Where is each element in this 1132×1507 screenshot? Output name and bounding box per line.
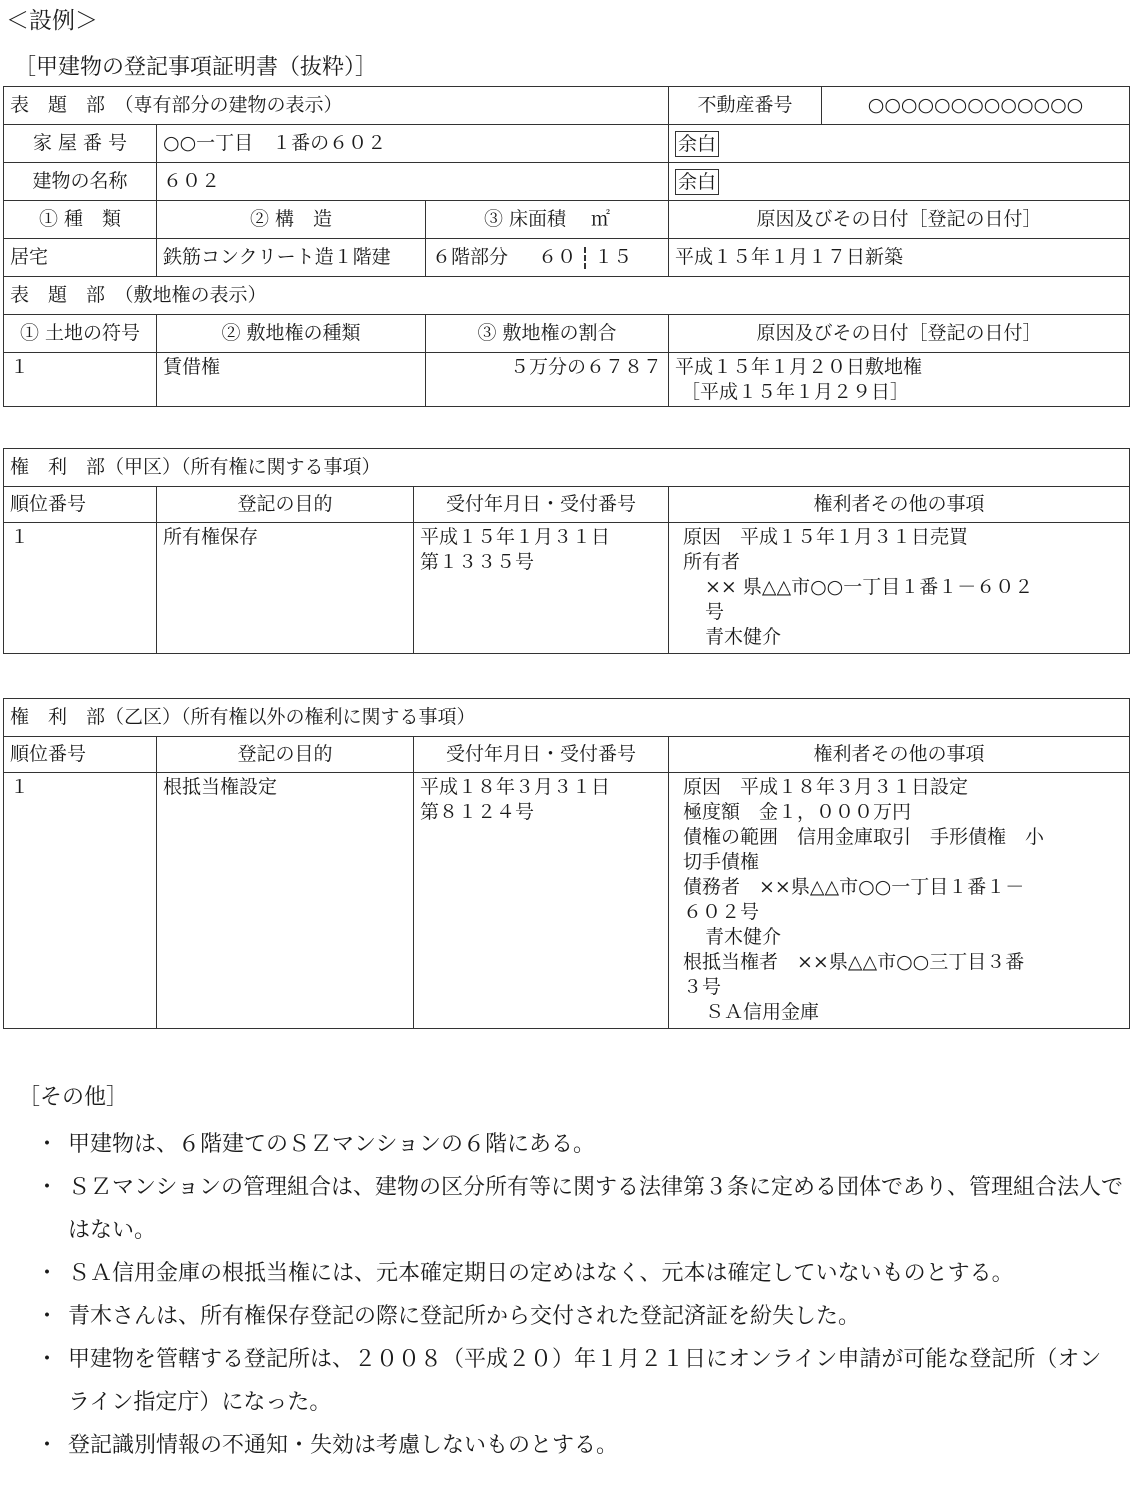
otsu-line: 債権の範囲 信用金庫取引 手形債権 小 [683,826,1045,848]
otsu-table [3,698,1130,1029]
otsu-uketsuke-number: 第８１２４号 [420,801,535,823]
decimal-divider [584,247,586,269]
col-header-genin: 原因及びその日付［登記の日付］ [669,201,1130,239]
fudosan-number-label: 不動産番号 [669,87,822,125]
kaoku-number-label: 家 屋 番 号 [4,125,157,163]
note-item [18,1295,1123,1338]
note-text: 甲建物は、６階建てのＳＺマンションの６階にある。 [68,1132,596,1157]
shikichi-genin-value [669,353,1130,407]
note-item [18,1252,1123,1295]
shikichi-section-label: 表 題 部 （敷地権の表示） [4,277,1130,315]
col-header-uketsuke: 受付年月日・受付番号 [414,487,669,523]
col-header-shikichi-genin: 原因及びその日付［登記の日付］ [669,315,1130,353]
bullet-icon: ・ [36,1304,59,1329]
yohaku-stamp: 余白 [675,131,719,157]
kou-line: 所有者 [683,551,741,573]
note-text: ＳＺマンションの管理組合は、建物の区分所有等に関する法律第３条に定める団体であり、管理組合法人ではない。 [68,1175,1124,1243]
otsu-section-label: 権 利 部（乙区）（所有権以外の権利に関する事項） [4,699,1130,737]
notes-title: ［その他］ [18,1085,129,1110]
genin-value: 平成１５年１月１７日新築 [669,239,1130,277]
otsu-line: ３号 [683,976,722,998]
wariai-value: ５万分の６７８７ [426,353,669,407]
col-header-kenrisha: 権利者その他の事項 [669,487,1130,523]
kou-line: 原因 平成１５年１月３１日売買 [683,526,969,548]
kou-line: 青木健介 [705,626,782,648]
building-name-value: ６０２ [157,163,669,201]
col-header-mokuteki: 登記の目的 [157,487,414,523]
shurui-value: 居宅 [4,239,157,277]
note-item [18,1424,1123,1467]
kaoku-number-value: ○○一丁目 １番の６０２ [157,125,669,163]
hyodai-section-label: 表 題 部 （専有部分の建物の表示） [4,87,669,125]
otsu-line: 切手債権 [683,851,760,873]
otsu-uketsuke-value [414,773,669,1029]
otsu-line: ＳＡ信用金庫 [705,1001,820,1023]
menseki-floor-label: ６階部分 [432,246,509,268]
building-name-label: 建物の名称 [4,163,157,201]
otsu-kenrisha-value [669,773,1130,1029]
kozo-value: 鉄筋コンクリート造１階建 [157,239,426,277]
kou-uketsuke-value [414,523,669,654]
fugo-value: １ [4,353,157,407]
col-header-mokuteki: 登記の目的 [157,737,414,773]
kou-kenrisha-value [669,523,1130,654]
kou-jun-value: １ [4,523,157,654]
note-text: ＳＡ信用金庫の根抵当権には、元本確定期日の定めはなく、元本は確定していないものとする。 [68,1261,1014,1286]
col-header-jun: 順位番号 [4,487,157,523]
bullet-icon: ・ [36,1433,59,1458]
kou-line: 号 [705,601,725,623]
kou-uketsuke-date: 平成１５年１月３１日 [420,526,611,548]
bullet-icon: ・ [36,1347,59,1372]
yohaku-cell-1 [669,125,1130,163]
col-header-wariai: ③ 敷地権の割合 [426,315,669,353]
bullet-icon: ・ [36,1175,59,1200]
col-header-shikichi-shurui: ② 敷地権の種類 [157,315,426,353]
shikichi-genin-date: ［平成１５年１月２９日］ [681,381,910,403]
col-header-kenrisha: 権利者その他の事項 [669,737,1130,773]
note-item [18,1338,1123,1424]
kou-table [3,448,1130,654]
note-item [18,1123,1123,1166]
bullet-icon: ・ [36,1132,59,1157]
kou-line: ×× 県△△市○○一丁目１番１－６０２ [705,576,1034,598]
col-header-kozo: ② 構 造 [157,201,426,239]
col-header-jun: 順位番号 [4,737,157,773]
otsu-line: 債務者 ××県△△市○○一丁目１番１－ [683,876,1025,898]
otsu-uketsuke-date: 平成１８年３月３１日 [420,776,611,798]
certificate-title: ［甲建物の登記事項証明書（抜粋）］ [14,55,378,80]
kou-uketsuke-number: 第１３３５号 [420,551,535,573]
otsu-line: 根抵当権者 ××県△△市○○三丁目３番 [683,951,1025,973]
menseki-integer: ６０ [538,246,577,268]
kou-mokuteki-value: 所有権保存 [157,523,414,654]
otsu-jun-value: １ [4,773,157,1029]
shikichi-genin-line: 平成１５年１月２０日敷地権 [675,356,923,378]
bullet-icon: ・ [36,1261,59,1286]
col-header-shurui: ① 種 類 [4,201,157,239]
kou-section-label: 権 利 部（甲区）（所有権に関する事項） [4,449,1130,487]
col-header-menseki: ③ 床面積 ㎡ [426,201,669,239]
otsu-line: 極度額 金１，０００万円 [683,801,912,823]
document-heading: ＜設例＞ [6,8,98,34]
otsu-mokuteki-value: 根抵当権設定 [157,773,414,1029]
menseki-decimal: １５ [594,246,633,268]
menseki-value [426,239,669,277]
note-text: 青木さんは、所有権保存登記の際に登記所から交付された登記済証を紛失した。 [68,1304,861,1329]
col-header-fugo: ① 土地の符号 [4,315,157,353]
notes-section [18,1080,1123,1467]
yohaku-stamp: 余白 [675,169,719,195]
shikichi-shurui-value: 賃借権 [157,353,426,407]
note-text: 甲建物を管轄する登記所は、２００８（平成２０）年１月２１日にオンライン申請が可能な登記所（オンライン指定庁）になった。 [68,1347,1102,1415]
hyodai-table [3,86,1130,407]
fudosan-number-value: ○○○○○○○○○○○○○ [822,87,1130,125]
yohaku-cell-2 [669,163,1130,201]
note-text: 登記識別情報の不通知・失効は考慮しないものとする。 [68,1433,619,1458]
otsu-line: 原因 平成１８年３月３１日設定 [683,776,969,798]
otsu-line: ６０２号 [683,901,760,923]
otsu-line: 青木健介 [705,926,782,948]
note-item [18,1166,1123,1252]
col-header-uketsuke: 受付年月日・受付番号 [414,737,669,773]
